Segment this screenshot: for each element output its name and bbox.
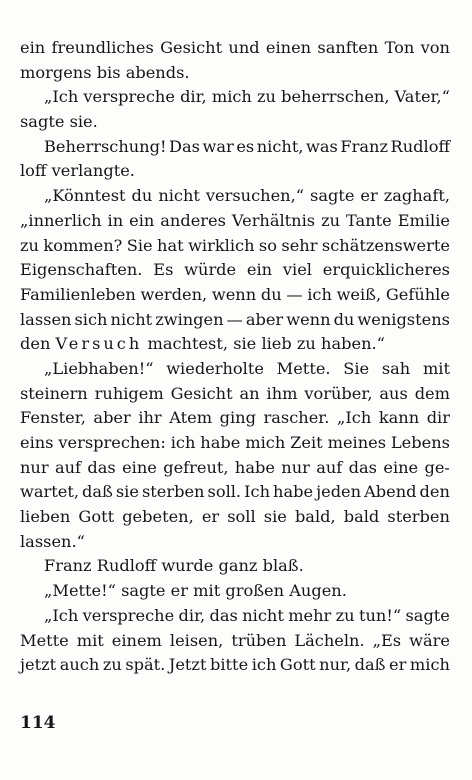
word: habe — [273, 482, 314, 502]
word: nicht — [242, 605, 284, 625]
word: Gesicht — [160, 38, 223, 57]
word: wäre — [409, 630, 450, 650]
word: an — [239, 383, 260, 403]
word: eine — [383, 457, 419, 477]
word: würde — [184, 260, 237, 280]
word: zu — [321, 210, 341, 230]
word: Abend — [364, 482, 417, 502]
word: nicht — [158, 186, 200, 206]
text-line — [20, 110, 450, 135]
word: dem — [414, 383, 450, 403]
word: Tante — [346, 210, 392, 230]
word: ihr — [138, 408, 162, 428]
text-line — [20, 308, 450, 333]
word: Vater,“ — [394, 87, 450, 107]
word: Mette — [20, 630, 69, 650]
text-line — [20, 382, 450, 407]
word: zu — [20, 235, 39, 255]
text-line — [20, 480, 450, 505]
word: „Es — [372, 630, 402, 650]
word: „Ich — [44, 605, 79, 625]
word: ging — [219, 408, 256, 428]
word: sie. — [69, 112, 98, 132]
word: leisen, — [169, 630, 224, 650]
word: wenigstens — [357, 309, 450, 329]
word: in — [107, 210, 124, 230]
word: nicht, — [256, 136, 304, 156]
word: du — [131, 186, 153, 206]
word: nur, — [319, 655, 352, 675]
word: ge- — [424, 457, 450, 477]
word: einem — [111, 630, 162, 650]
word: Gott — [78, 507, 115, 527]
word: „Könntest — [44, 186, 126, 206]
word: Ich — [244, 482, 270, 502]
word: nur — [281, 457, 310, 477]
word: mehr — [288, 605, 332, 625]
word: den — [20, 334, 51, 354]
word: sie — [233, 334, 257, 354]
text-line — [20, 653, 450, 678]
text-line — [20, 258, 450, 283]
word: „Ich — [44, 87, 79, 107]
word: Lebens — [390, 433, 450, 452]
word: Atem — [169, 408, 213, 428]
word: eins — [20, 433, 54, 452]
word: ich — [251, 655, 277, 675]
text-line — [20, 234, 450, 259]
text-line — [20, 184, 450, 209]
word: mit — [193, 581, 221, 601]
word: sterben — [387, 507, 450, 527]
text-line — [20, 357, 450, 382]
word: lassen — [20, 309, 72, 329]
word: mich — [245, 433, 286, 452]
text-line — [20, 406, 450, 431]
word: sagte — [405, 605, 450, 625]
word: verspreche — [82, 605, 175, 625]
word: haben.“ — [321, 334, 385, 354]
word: Gott — [279, 655, 316, 675]
word: soll. — [207, 482, 242, 502]
word: mit — [422, 358, 450, 378]
text-line — [20, 431, 450, 456]
text-line — [20, 85, 450, 110]
word: bald, — [294, 507, 336, 527]
word: versuchen,“ — [205, 186, 305, 206]
word: er — [201, 507, 220, 527]
word: Sie — [343, 358, 370, 378]
word: zaghaft, — [383, 186, 450, 206]
word: sich — [74, 309, 108, 329]
word: ich — [170, 433, 196, 452]
word: das — [87, 457, 116, 477]
word: rascher. — [263, 408, 330, 428]
word: Jetzt — [168, 655, 207, 675]
word: sehr — [281, 235, 318, 255]
word: Eigenschaften. — [20, 260, 143, 280]
word: zu — [257, 87, 276, 107]
word: zu — [296, 334, 316, 354]
text-line — [20, 579, 450, 604]
word: zwingen — [155, 309, 224, 329]
word: ruhigem — [94, 383, 164, 403]
word: Beherrschung! — [44, 136, 167, 156]
word: „Liebhaben!“ — [44, 358, 154, 378]
word: Familienleben — [20, 284, 136, 304]
word: — — [286, 284, 303, 304]
word: eine — [122, 457, 157, 477]
word: Ton — [384, 38, 415, 57]
body-text — [20, 36, 450, 678]
text-line — [20, 283, 450, 308]
word: tun!“ — [358, 605, 402, 625]
word: sterben — [141, 482, 205, 502]
word: loff — [20, 161, 47, 181]
word: du — [260, 284, 282, 304]
word: dir — [426, 408, 450, 428]
word: gefreut, — [163, 457, 229, 477]
word: mich — [409, 655, 450, 675]
text-line — [20, 505, 450, 530]
text-line — [20, 629, 450, 654]
word: einen — [265, 38, 312, 57]
word: lassen.“ — [20, 531, 85, 551]
word: kommen? — [43, 235, 123, 255]
word: du — [333, 309, 355, 329]
word: sanften — [317, 38, 379, 57]
word: großen — [225, 581, 285, 601]
word: aus — [379, 383, 408, 403]
word: habe — [234, 457, 275, 477]
word: Emilie — [397, 210, 450, 230]
word: es — [236, 136, 255, 156]
word: freundliches — [51, 38, 154, 57]
text-line — [20, 159, 450, 184]
word: sie — [263, 507, 287, 527]
word: Franz — [340, 136, 388, 156]
word: Verhältnis — [231, 210, 316, 230]
word: Fenster, — [20, 408, 86, 428]
text-line — [20, 554, 450, 579]
word: er — [360, 186, 378, 206]
word: trüben — [231, 630, 287, 650]
word: verlangte. — [51, 161, 135, 181]
word: Rudloff — [96, 556, 157, 576]
word: versprechen: — [58, 433, 166, 452]
word: „innerlich — [20, 210, 102, 230]
word: bitte — [210, 655, 249, 675]
word: auf — [54, 457, 82, 477]
word: Versuch — [55, 334, 143, 354]
word: werden, — [140, 284, 208, 304]
word: er — [170, 581, 188, 601]
word: dir, — [180, 87, 207, 107]
word: machtest, — [147, 334, 229, 354]
word: mit — [76, 630, 104, 650]
word: Es — [153, 260, 174, 280]
word: er — [389, 655, 407, 675]
word: jeden — [316, 482, 362, 502]
word: sah — [381, 358, 411, 378]
word: weiß, — [336, 284, 382, 304]
word: jetzt — [20, 655, 57, 675]
text-line — [20, 209, 450, 234]
word: war — [202, 136, 234, 156]
word: viel — [282, 260, 312, 280]
word: Sie — [126, 235, 153, 255]
word: aber — [93, 408, 131, 428]
word: erquicklicheres — [322, 260, 450, 280]
word: aber — [245, 309, 284, 329]
word: soll — [227, 507, 256, 527]
page-number: 114 — [20, 713, 56, 733]
word: lieb — [261, 334, 292, 354]
word: ganz — [218, 556, 258, 576]
word: Lächeln. — [294, 630, 365, 650]
word: lieben — [20, 507, 71, 527]
text-line — [20, 135, 450, 160]
word: daß — [354, 655, 386, 675]
word: mich — [211, 87, 252, 107]
word: sagte — [121, 581, 166, 601]
word: Mette. — [276, 358, 331, 378]
word: Augen. — [289, 581, 347, 601]
word: wiederholte — [166, 358, 264, 378]
text-line — [20, 456, 450, 481]
text-line — [20, 332, 450, 357]
word: morgens — [20, 62, 92, 82]
word: wartet, — [20, 482, 79, 502]
word: wenn — [286, 309, 331, 329]
word: wenn — [211, 284, 257, 304]
word: sie — [115, 482, 139, 502]
word: vorüber, — [304, 383, 373, 403]
word: anderes — [160, 210, 226, 230]
word: nicht — [110, 309, 153, 329]
word: ich — [307, 284, 332, 304]
word: ihm — [266, 383, 298, 403]
word: — — [226, 309, 243, 329]
word: hat — [157, 235, 184, 255]
word: „Mette!“ — [44, 581, 116, 601]
word: kann — [378, 408, 420, 428]
word: „Ich — [336, 408, 372, 428]
word: bald — [343, 507, 380, 527]
word: habe — [200, 433, 241, 452]
word: so — [258, 235, 277, 255]
text-line — [20, 530, 450, 555]
word: beherrschen, — [281, 87, 390, 107]
word: den — [419, 482, 450, 502]
word: ein — [20, 38, 46, 57]
word: verspreche — [83, 87, 175, 107]
word: spät. — [125, 655, 166, 675]
word: abends. — [125, 62, 190, 82]
word: dir, — [178, 605, 206, 625]
word: Rudloff — [390, 136, 450, 156]
word: daß — [82, 482, 113, 502]
word: zu — [335, 605, 355, 625]
word: auf — [316, 457, 343, 477]
word: auch — [59, 655, 100, 675]
word: gebeten, — [122, 507, 194, 527]
word: Zeit — [290, 433, 323, 452]
word: blaß. — [262, 556, 304, 576]
word: das — [348, 457, 377, 477]
word: steinern — [20, 383, 88, 403]
word: was — [306, 136, 338, 156]
word: sagte — [310, 186, 355, 206]
word: bis — [96, 62, 121, 82]
word: und — [228, 38, 260, 57]
text-line — [20, 61, 450, 86]
word: wirklich — [188, 235, 255, 255]
text-line — [20, 36, 450, 61]
word: das — [209, 605, 238, 625]
word: schätzenswerte — [321, 235, 450, 255]
word: sagte — [20, 112, 65, 132]
word: ein — [129, 210, 155, 230]
text-line — [20, 604, 450, 629]
word: nur — [20, 457, 49, 477]
word: Gesicht — [170, 383, 233, 403]
word: ein — [246, 260, 273, 280]
word: wurde — [161, 556, 214, 576]
word: Gefühle — [385, 284, 450, 304]
word: zu — [102, 655, 122, 675]
word: von — [420, 38, 450, 57]
word: Franz — [44, 556, 92, 576]
word: Das — [169, 136, 200, 156]
word: meines — [327, 433, 387, 452]
